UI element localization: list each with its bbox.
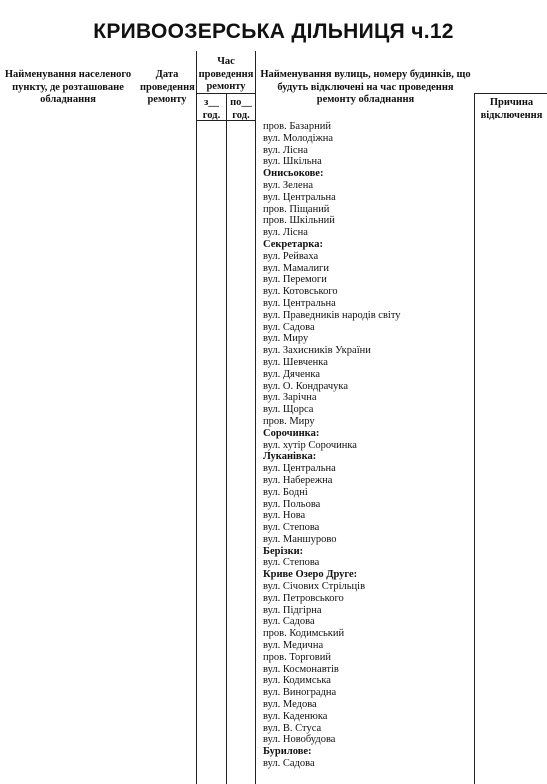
header-to: по__ год.	[230, 97, 252, 121]
header-settlement: Найменування населеного пункту, де розташоване обладнання	[4, 69, 132, 105]
village-heading: Берізки:	[263, 545, 304, 557]
street-item: пров. Базарний	[263, 121, 331, 132]
column-divider	[196, 51, 197, 784]
street-item: вул. Садова	[263, 616, 315, 628]
street-item: вул. Маншурово	[263, 533, 337, 545]
street-item: вул. Щорса	[263, 404, 314, 416]
street-item: вул. Польова	[263, 498, 321, 510]
street-item: вул. Центральна	[263, 297, 336, 309]
street-item: пров. Миру	[263, 415, 315, 427]
street-item: вул. В. Стуса	[263, 722, 322, 734]
street-item: вул. Нова	[263, 510, 306, 522]
street-item: вул. Шевченка	[263, 356, 328, 368]
street-item: вул. Степова	[263, 557, 320, 569]
village-heading: Луканівка:	[263, 451, 317, 463]
street-item: вул. Набережна	[263, 474, 333, 486]
street-item: вул. Мамалиги	[263, 262, 329, 274]
document-title: КРИВООЗЕРСЬКА ДІЛЬНИЦЯ ч.12	[93, 20, 454, 43]
street-item: вул. Каденюка	[263, 710, 328, 722]
street-list	[263, 121, 473, 770]
street-item: пров. Шкільний	[263, 215, 335, 227]
column-divider	[474, 93, 475, 784]
street-item: вул. Центральна	[263, 191, 336, 203]
street-item: вул. Захисників України	[263, 345, 371, 357]
street-item: вул. Космонавтів	[263, 663, 339, 675]
street-item: вул. Котовського	[263, 286, 338, 298]
village-heading: Сорочинка:	[263, 427, 320, 439]
street-item: вул. Зарічна	[263, 392, 317, 404]
street-item: вул. Підгірна	[263, 604, 322, 616]
header-date: Дата проведення ремонту	[140, 69, 195, 105]
street-item: вул. Садова	[263, 758, 315, 770]
street-item: вул. Перемоги	[263, 274, 327, 286]
street-item: вул. Бодні	[263, 486, 308, 498]
street-item: вул. Медична	[263, 640, 324, 652]
street-item: пров. Кодимський	[263, 628, 345, 640]
column-divider	[255, 51, 256, 784]
village-heading: Криве Озеро Друге:	[263, 569, 358, 581]
street-item: вул. Січових Стрільців	[263, 581, 366, 593]
street-item: вул. Виноградна	[263, 687, 337, 699]
village-heading: Онисьокове:	[263, 168, 324, 180]
street-item: вул. Молодіжна	[263, 132, 334, 144]
street-item: вул. Степова	[263, 522, 320, 534]
header-streets: Найменування вулиць, номеру будинків, що будуть відключені на час проведення ремонту обладнання	[260, 69, 471, 105]
village-heading: Секретарка:	[263, 238, 323, 250]
street-item: пров. Піщаний	[263, 203, 330, 215]
street-item: вул. Центральна	[263, 463, 336, 475]
street-item: вул. Лісна	[263, 144, 308, 156]
street-item: вул. Дяченка	[263, 368, 321, 380]
street-item: вул. хутір Сорочинка	[263, 439, 357, 451]
row-divider	[474, 93, 547, 94]
street-item: вул. Праведників народів світу	[263, 309, 401, 321]
street-item: вул. О. Кондрачука	[263, 380, 349, 392]
street-item: вул. Петровського	[263, 592, 344, 604]
street-item: вул. Кодимська	[263, 675, 331, 687]
street-item: вул. Садова	[263, 321, 315, 333]
village-heading: Бурилове:	[263, 746, 312, 758]
street-item: вул. Рейваха	[263, 250, 319, 262]
street-item: вул. Шкільна	[263, 156, 322, 168]
street-item: вул. Новобудова	[263, 734, 336, 746]
street-item: вул. Лісна	[263, 227, 308, 239]
column-divider	[226, 93, 227, 784]
header-from: з__ год.	[202, 97, 221, 121]
street-item: вул. Медова	[263, 699, 317, 711]
street-item: вул. Миру	[263, 333, 309, 345]
street-item: вул. Зелена	[263, 179, 313, 191]
street-item: пров. Торговий	[263, 651, 331, 663]
header-reason: Причина відключення	[480, 97, 543, 121]
header-time: Час проведення ремонту	[198, 56, 254, 92]
